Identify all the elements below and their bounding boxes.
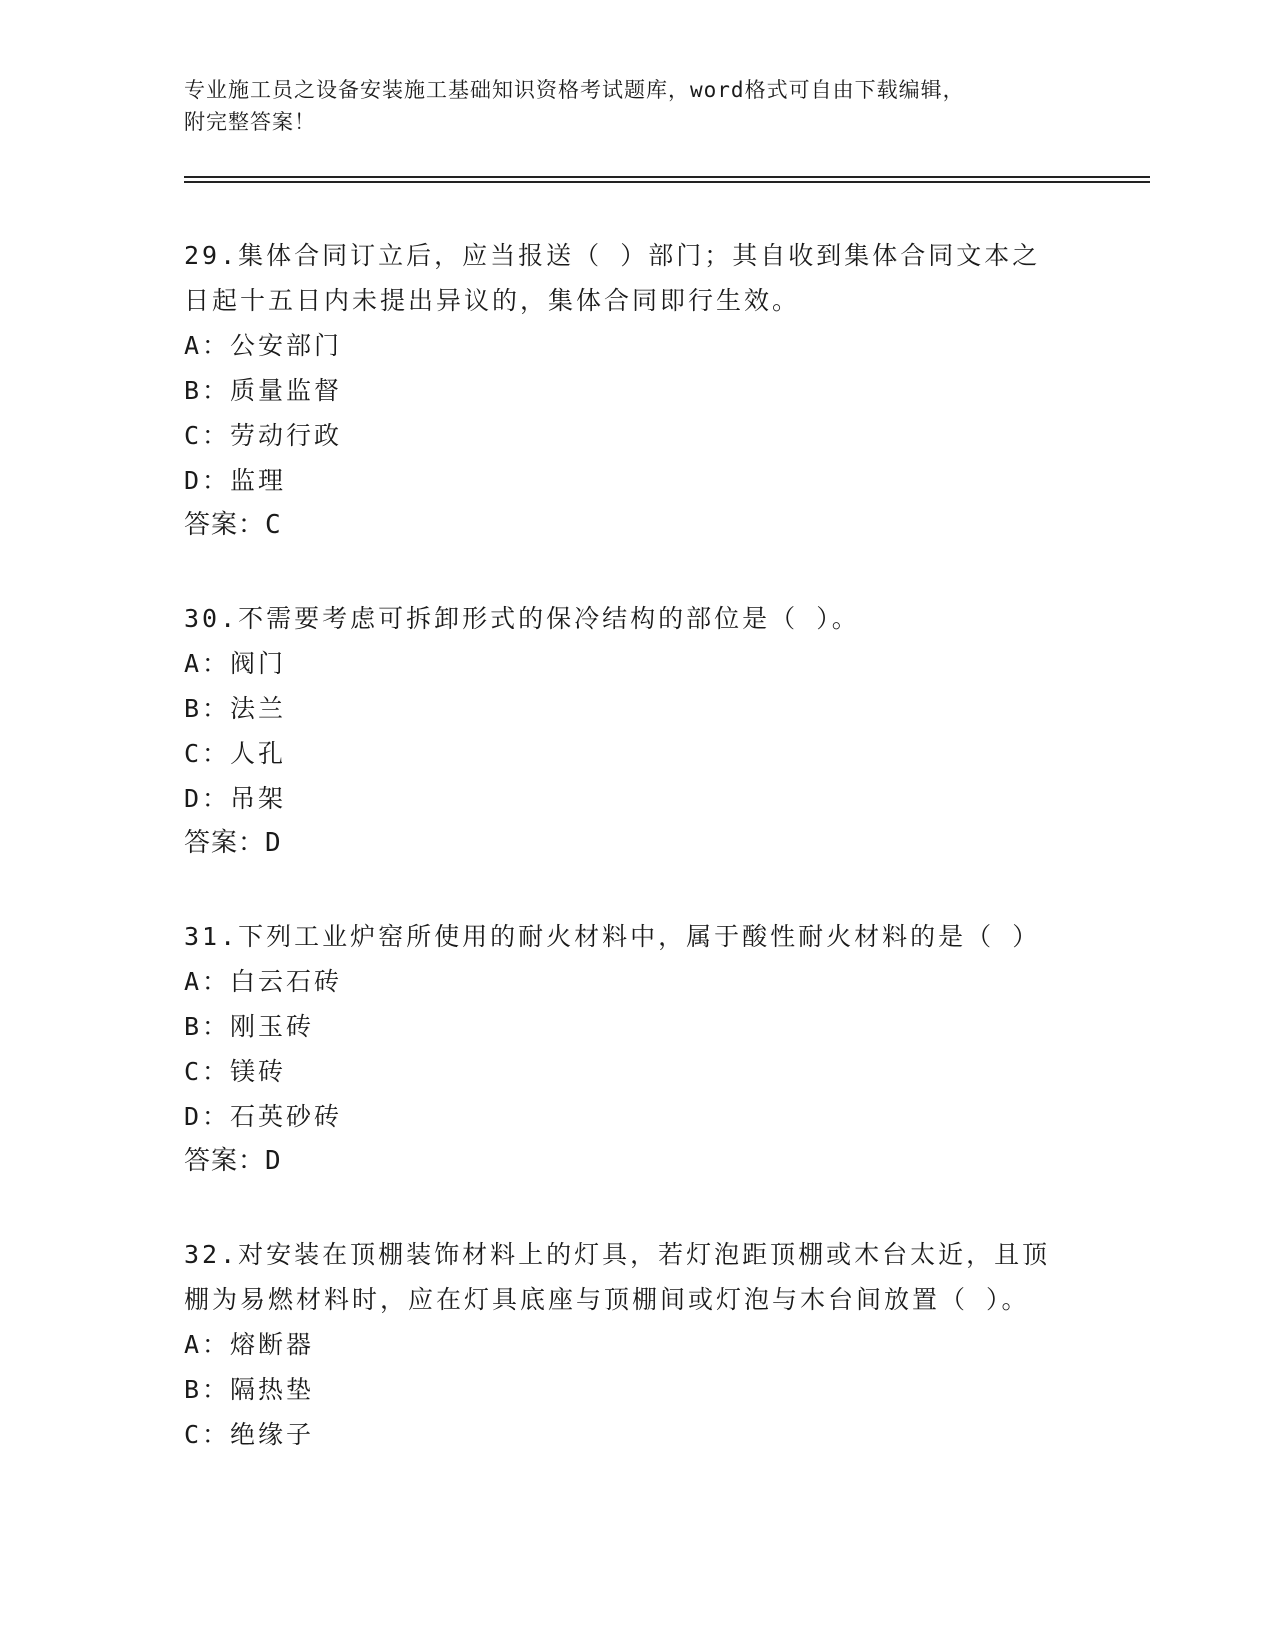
option-d: D：监理: [184, 466, 287, 495]
option-a: A：阀门: [184, 649, 287, 678]
option-c: C：人孔: [184, 739, 287, 768]
document-header: [184, 74, 1064, 138]
option-d: D：吊架: [184, 784, 287, 813]
option-b: B：隔热垫: [184, 1375, 315, 1404]
answer-line: 答案：D: [184, 1146, 282, 1176]
option-c: C：镁砖: [184, 1057, 287, 1086]
header-line-2: 附完整答案！: [184, 110, 316, 134]
question-stem-line: 31.下列工业炉窑所使用的耐火材料中，属于酸性耐火材料的是（ ）: [184, 922, 1041, 951]
header-divider-bottom: [184, 181, 1150, 183]
option-b: B：刚玉砖: [184, 1012, 315, 1041]
option-b: B：质量监督: [184, 376, 343, 405]
answer-line: 答案：D: [184, 828, 282, 858]
option-a: A：白云石砖: [184, 967, 343, 996]
question-stem-line: 32.对安装在顶棚装饰材料上的灯具，若灯泡距顶棚或木台太近，且顶: [184, 1240, 1051, 1269]
option-c: C：绝缘子: [184, 1420, 315, 1449]
question-32: [184, 1232, 1084, 1457]
question-stem-line: 棚为易燃材料时，应在灯具底座与顶棚间或灯泡与木台间放置（ ）。: [184, 1285, 1030, 1314]
option-a: A：公安部门: [184, 331, 343, 360]
question-stem-line: 日起十五日内未提出异议的，集体合同即行生效。: [184, 286, 801, 315]
question-31: [184, 914, 1084, 1184]
header-divider-top: [184, 176, 1150, 178]
header-line-1: 专业施工员之设备安装施工基础知识资格考试题库，word格式可自由下载编辑，: [184, 78, 965, 102]
option-d: D：石英砂砖: [184, 1102, 343, 1131]
option-c: C：劳动行政: [184, 421, 343, 450]
option-b: B：法兰: [184, 694, 287, 723]
question-stem-line: 29.集体合同订立后，应当报送（ ）部门；其自收到集体合同文本之: [184, 241, 1041, 270]
question-stem-line: 30.不需要考虑可拆卸形式的保冷结构的部位是（ ）。: [184, 604, 860, 633]
answer-line: 答案：C: [184, 510, 282, 540]
question-29: [184, 233, 1084, 548]
question-30: [184, 596, 1084, 866]
option-a: A：熔断器: [184, 1330, 315, 1359]
